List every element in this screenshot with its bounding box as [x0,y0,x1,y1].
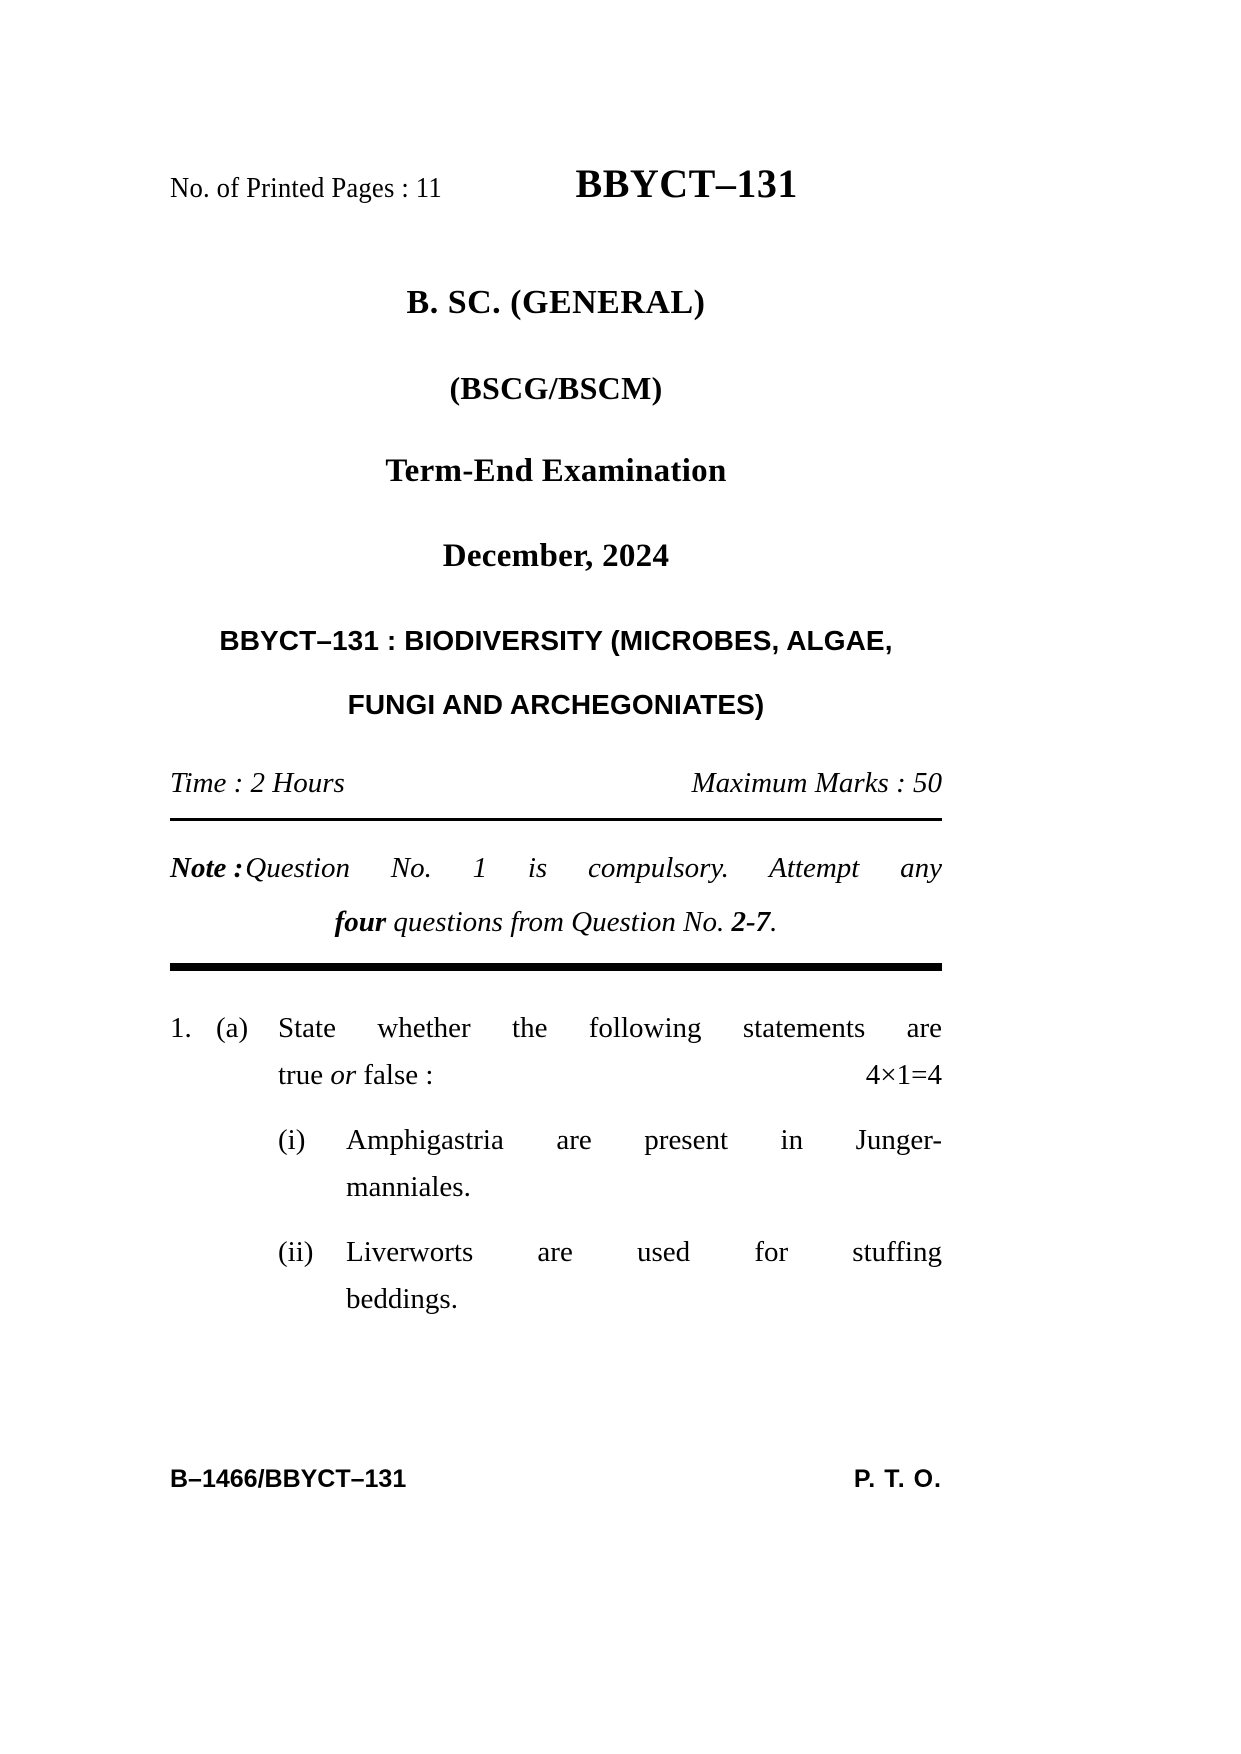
course-title-line-2: FUNGI AND ARCHEGONIATES) [347,689,765,720]
note-text-line-2 [170,901,942,943]
question-1a-marks: 4×1=4 [865,1059,942,1092]
question-1a-text-or: or [330,1059,357,1092]
question-1a-truefalse-text [278,1052,433,1099]
paper-code: BBYCT–131 [575,161,798,206]
course-title-line-1: BBYCT–131 : BIODIVERSITY (MICROBES, ALGAE, [219,625,893,656]
question-1-number: 1. [170,1012,192,1045]
programme-code: (BSCG/BSCM) [449,370,663,406]
subitem-ii-body [346,1229,942,1323]
footer-pto: P. T. O. [853,1465,942,1493]
maximum-marks: Maximum Marks : 50 [691,767,942,799]
footer-paper-serial: B–1466/BBYCT–131 [170,1465,407,1493]
question-1a-text-line-2 [278,1052,942,1099]
question-1-part-a-body [278,1005,942,1323]
question-1a-text-pre: true [278,1059,331,1092]
question-1a-text-post: false : [356,1059,434,1092]
exam-type: Term-End Examination [385,453,727,489]
page-content [170,0,942,1323]
exam-info-row [170,767,942,800]
course-title-block [170,627,942,719]
question-1-part-a-label: (a) [216,1012,249,1045]
note-label: Note : [170,852,244,884]
note-bold-range: 2-7 [731,906,771,939]
subitem-ii-line-2: beddings. [346,1282,458,1315]
note-text-line-1: Question No. 1 is compulsory. Attempt any [245,852,942,884]
question-1a-subitem-i [278,1117,942,1211]
divider-rule-top [170,818,942,821]
page-footer [170,1465,942,1494]
note-end-punct: . [770,906,778,939]
divider-rule-double [170,963,942,971]
note-block [170,847,942,943]
time-allowed: Time : 2 Hours [170,767,345,799]
subitem-ii-line-1: Liverworts are used for stuffing [346,1235,942,1268]
subitem-ii-label: (ii) [278,1235,314,1268]
heading-block [170,284,942,575]
questions-area [170,1005,942,1323]
subitem-i-label: (i) [278,1124,306,1157]
note-mid-text: questions from Question No. [386,906,732,939]
page-header [170,160,942,212]
exam-session: December, 2024 [442,538,670,574]
question-1 [170,1005,942,1323]
degree-title: B. SC. (GENERAL) [406,284,706,321]
note-bold-four: four [334,906,387,939]
subitem-i-line-2: manniales. [346,1171,471,1203]
subitem-i-body [346,1117,942,1211]
printed-pages-label: No. of Printed Pages : 11 [170,172,442,204]
question-1a-text-line-1: State whether the following statements are [278,1012,942,1045]
subitem-i-line-1: Amphigastria are present in Junger- [346,1124,942,1157]
question-1a-subitem-ii [278,1229,942,1323]
